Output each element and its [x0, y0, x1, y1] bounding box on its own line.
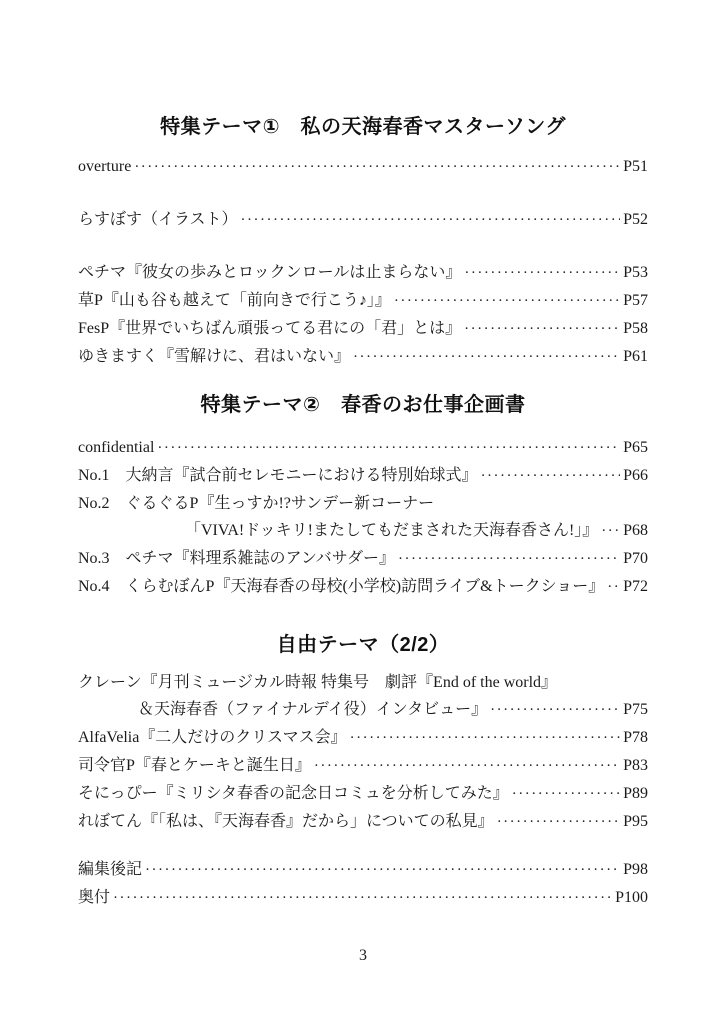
toc-entry-page: P98: [623, 861, 648, 878]
dot-leader: [241, 206, 621, 234]
toc-entry-title: ＆天海春香（ファイナルデイ役）インタビュー』: [138, 701, 488, 718]
toc-entry-title: 草P『山も谷も越えて「前向きで行こう♪」』: [78, 292, 391, 309]
dot-leader: [481, 462, 621, 490]
dot-leader: [490, 696, 620, 724]
toc-entry-page: P95: [623, 813, 648, 830]
toc-entry-title: confidential: [78, 439, 155, 456]
dot-leader: [157, 434, 620, 462]
toc-entry-title: 奥付: [78, 889, 111, 906]
toc-entry-page: P57: [623, 292, 648, 309]
toc-entry-page: P78: [623, 729, 648, 746]
toc-entry-title: 編集後記: [78, 861, 143, 878]
toc-entry-continuation: [78, 696, 648, 724]
toc-entry-title: No.3 ペチマ『料理系雑誌のアンバサダー』: [78, 550, 395, 567]
dot-leader: [512, 780, 620, 808]
toc-entry: [78, 259, 648, 287]
toc-entry-title: No.2 ぐるぐるP『生っすか!?サンデー新コーナー: [78, 495, 435, 512]
toc-entry-title: ゆきますく『雪解けに、君はいない』: [78, 348, 351, 365]
dot-leader: [464, 315, 620, 343]
toc-entry: [78, 752, 648, 780]
toc-entry-page: P51: [623, 158, 648, 175]
dot-leader: [314, 752, 620, 780]
toc-entry-title: AlfaVelia『二人だけのクリスマス会』: [78, 729, 347, 746]
dot-leader: [394, 287, 620, 315]
toc-entry-page: P61: [623, 348, 648, 365]
footer-entries: [78, 856, 648, 912]
toc-entry: [78, 287, 648, 315]
dot-leader: [464, 259, 620, 287]
page-number: 3: [359, 947, 367, 964]
toc-entry: [78, 315, 648, 343]
toc-entry-page: P66: [623, 467, 648, 484]
dot-leader: [113, 884, 612, 912]
toc-entry-page: P70: [623, 550, 648, 567]
toc-entry-page: P72: [623, 578, 648, 595]
toc-entry: [78, 724, 648, 752]
dot-leader: [398, 545, 620, 573]
toc-entry-page: P100: [615, 889, 648, 906]
toc-entry: [78, 856, 648, 884]
toc-entry-title: クレーン『月刊ミュージカル時報 特集号 劇評『End of the world』: [78, 674, 558, 691]
toc-entry: [78, 153, 648, 181]
toc-entry-title: れぼてん『「私は、『天海春香』だから」についての私見』: [78, 813, 494, 830]
section-heading: 自由テーマ（2/2）: [276, 634, 450, 656]
toc-entry-title: overture: [78, 158, 132, 175]
toc-entry-page: P83: [623, 757, 648, 774]
toc-entry-page: P65: [623, 439, 648, 456]
dot-leader: [353, 343, 620, 371]
dot-leader: [497, 808, 620, 836]
toc-entry-page: P68: [623, 522, 648, 539]
toc-entry-page: P58: [623, 320, 648, 337]
toc-entry: [78, 545, 648, 573]
dot-leader: [350, 724, 620, 752]
toc-entry-page: P52: [623, 211, 648, 228]
toc-entry: [78, 808, 648, 836]
toc-entry-title: 「VIVA!ドッキリ!またしてもだまされた天海春香さん!」』: [185, 522, 599, 539]
toc-entry: [78, 434, 648, 462]
toc-entry-page: P75: [623, 701, 648, 718]
toc-entry-title: らすぼす（イラスト）: [78, 211, 238, 228]
toc-entry-page: P53: [623, 264, 648, 281]
toc-entry-title: No.1 大納言『試合前セレモニーにおける特別始球式』: [78, 467, 478, 484]
toc-entry: [78, 343, 648, 371]
dot-leader: [601, 517, 620, 545]
toc-entry: [78, 490, 648, 517]
toc-entry: [78, 780, 648, 808]
toc-entry: [78, 573, 648, 601]
dot-leader: [145, 856, 620, 884]
toc-entry-title: ペチマ『彼女の歩みとロックンロールは止まらない』: [78, 264, 462, 281]
toc-entry-title: FesP『世界でいちばん頑張ってる君にの「君」とは』: [78, 320, 462, 337]
toc-entry: [78, 669, 648, 696]
dot-leader: [607, 573, 620, 601]
table-of-contents: [0, 115, 725, 967]
toc-entry: [78, 462, 648, 490]
toc-entry-page: P89: [623, 785, 648, 802]
toc-entry-continuation: [78, 517, 648, 545]
toc-entry: [78, 884, 648, 912]
toc-entry-title: 司令官P『春とケーキと誕生日』: [78, 757, 311, 774]
section-heading: 特集テーマ② 春香のお仕事企画書: [200, 394, 526, 416]
toc-entry-title: そにっぴー『ミリシタ春香の記念日コミュを分析してみた』: [78, 785, 509, 802]
toc-entry-title: No.4 くらむぼんP『天海春香の母校(小学校)訪問ライブ&トークショー』: [78, 578, 605, 595]
toc-entry: [78, 206, 648, 234]
section-heading: 特集テーマ① 私の天海春香マスターソング: [160, 116, 566, 138]
dot-leader: [134, 153, 620, 181]
